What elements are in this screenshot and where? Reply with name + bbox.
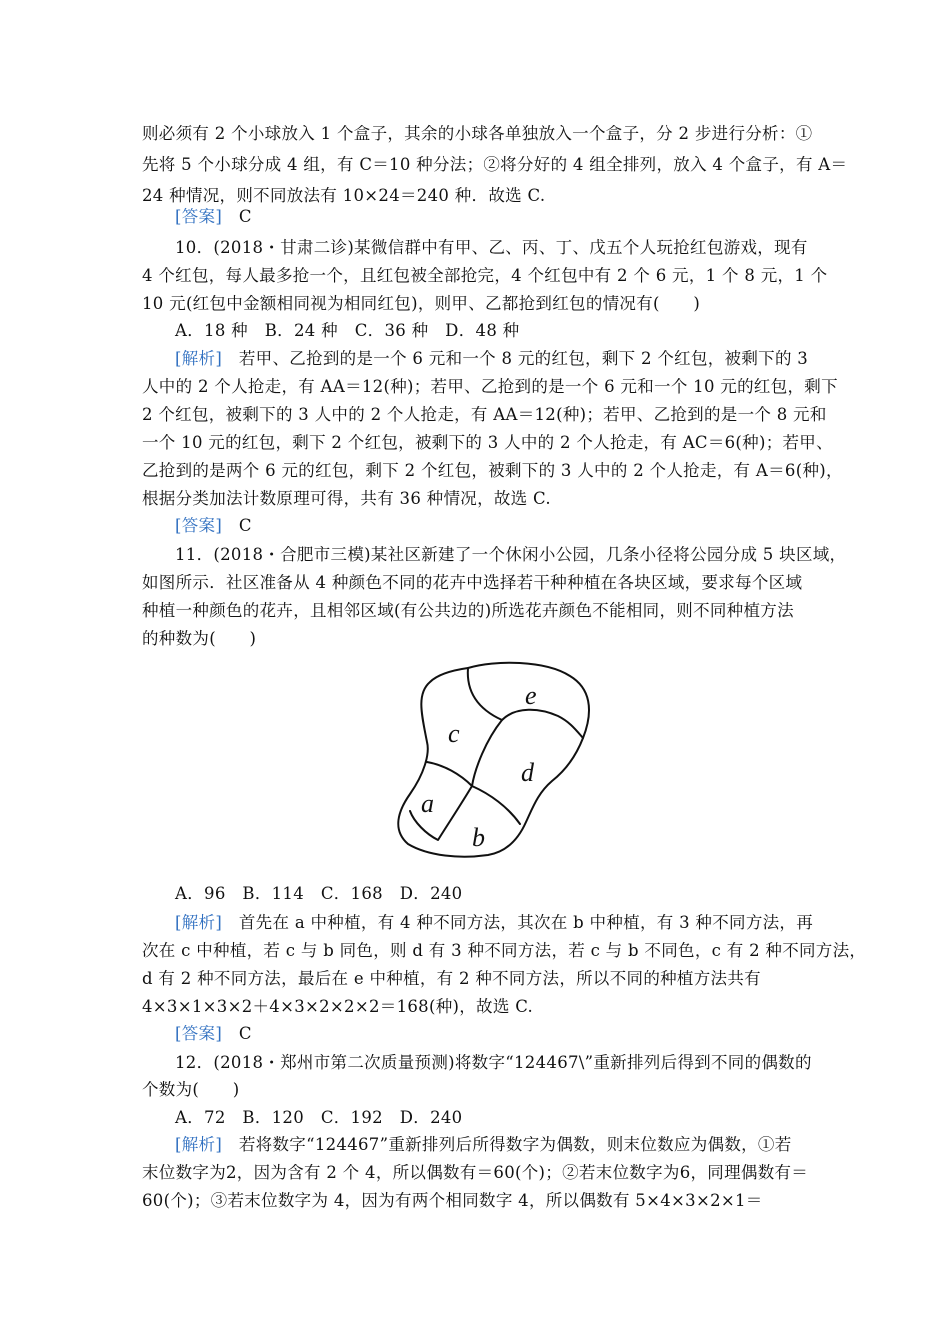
solution-11-line — [175, 913, 814, 933]
region-label-d: d — [521, 758, 534, 787]
question-11-options: A．96 B．114 C．168 D．240 — [175, 884, 463, 903]
park-map-diagram — [380, 654, 605, 869]
answer-value: C — [238, 207, 252, 226]
solution-11-line: 4×3×1×3×2＋4×3×2×2×2＝168(种)，故选 C. — [142, 997, 534, 1016]
region-label-e: e — [525, 681, 537, 710]
solution-text: 若将数字“124467”重新排列后所得数字为偶数，则末位数应为偶数，①若 — [222, 1135, 792, 1154]
region-label-b: b — [472, 823, 485, 852]
question-11-line: 11．(2018・合肥市三模)某社区新建了一个休闲小公园，几条小径将公园分成 5 块区域， — [175, 545, 847, 564]
park-outline — [398, 663, 589, 857]
solution-text: 首先在 a 中种植，有 4 种不同方法，其次在 b 中种植，有 3 种不同方法，再 — [222, 913, 814, 932]
solution-10-line: 根据分类加法计数原理可得，共有 36 种情况，故选 C. — [142, 489, 551, 508]
park-region-figure — [380, 654, 605, 869]
solution-10-line: 2 个红包，被剩下的 3 人中的 2 个人抢走，有 AA＝12(种)；若甲、乙抢到的是一个 8 元和 — [142, 405, 827, 424]
question-12-line: 个数为( ) — [142, 1080, 240, 1099]
question-10-options: A．18 种 B．24 种 C．36 种 D．48 种 — [175, 321, 520, 340]
answer-value: C — [238, 1024, 252, 1043]
solution-10-line: 乙抢到的是两个 6 元的红包，剩下 2 个红包，被剩下的 3 人中的 2 个人抢走，有 A＝6(种)， — [142, 461, 843, 480]
solution-label: [解析] — [175, 1135, 223, 1154]
answer-line — [175, 516, 810, 536]
text-line: 则必须有 2 个小球放入 1 个盒子，其余的小球各单独放入一个盒子，分 2 步进行分析：① — [142, 124, 813, 143]
solution-10-line — [175, 349, 810, 369]
region-c-e-border — [468, 668, 502, 720]
solution-label: [解析] — [175, 913, 223, 932]
solution-11-line: d 有 2 种不同方法，最后在 e 中种植，有 2 种不同方法，所以不同的种植方法共有 — [142, 969, 761, 988]
solution-10-line: 人中的 2 个人抢走，有 AA＝12(种)；若甲、乙抢到的是一个 6 元和一个 10 元的红包，剩下 — [142, 377, 838, 396]
solution-label: [解析] — [175, 349, 223, 368]
text-line: 24 种情况，则不同放法有 10×24＝240 种．故选 C. — [142, 186, 546, 205]
answer-value: C — [238, 516, 252, 535]
region-label-c: c — [448, 719, 460, 748]
region-b-border — [472, 786, 520, 824]
solution-12-line: 60(个)；③若末位数字为 4，因为有两个相同数字 4，所以偶数有 5×4×3×2×1＝ — [142, 1191, 763, 1210]
text-line: 先将 5 个小球分成 4 组，有 C＝10 种分法；②将分好的 4 组全排列，放入 4 个盒子，有 A＝ — [142, 155, 848, 174]
answer-label: [答案] — [175, 1024, 223, 1043]
region-label-a: a — [421, 789, 434, 818]
question-12-options: A．72 B．120 C．192 D．240 — [175, 1108, 463, 1127]
question-12-line: 12．(2018・郑州市第二次质量预测)将数字“124467\”重新排列后得到不同的偶数的 — [175, 1053, 812, 1072]
answer-line — [175, 207, 810, 227]
region-a-border — [410, 762, 472, 840]
solution-12-line: 末位数字为2，因为含有 2 个 4，所以偶数有＝60(个)；②若末位数字为6，同理偶数有＝ — [142, 1163, 809, 1182]
question-11-line: 如图所示．社区准备从 4 种颜色不同的花卉中选择若干种种植在各块区域，要求每个区域 — [142, 573, 803, 592]
question-10-line: 10．(2018・甘肃二诊)某微信群中有甲、乙、丙、丁、戊五个人玩抢红包游戏，现有 — [175, 238, 808, 257]
question-11-line: 的种数为( ) — [142, 629, 257, 648]
answer-label: [答案] — [175, 516, 223, 535]
answer-line — [175, 1024, 810, 1044]
answer-label: [答案] — [175, 207, 223, 226]
solution-12-line — [175, 1135, 810, 1155]
question-11-line: 种植一种颜色的花卉，且相邻区域(有公共边的)所选花卉颜色不能相同，则不同种植方法 — [142, 601, 794, 620]
solution-10-line: 一个 10 元的红包，剩下 2 个红包，被剩下的 3 人中的 2 个人抢走，有 AC＝6(种)；若甲、 — [142, 433, 833, 452]
solution-11-line: 次在 c 中种植，若 c 与 b 同色，则 d 有 3 种不同方法，若 c 与 b 不同色，c 有 2 种不同方法， — [142, 941, 867, 960]
question-10-line: 10 元(红包中金额相同视为相同红包)，则甲、乙都抢到红包的情况有( ) — [142, 294, 701, 313]
solution-text: 若甲、乙抢到的是一个 6 元和一个 8 元的红包，剩下 2 个红包，被剩下的 3 — [222, 349, 809, 368]
question-10-line: 4 个红包，每人最多抢一个，且红包被全部抢完，4 个红包中有 2 个 6 元，1 个 8 元，1 个 — [142, 266, 828, 285]
